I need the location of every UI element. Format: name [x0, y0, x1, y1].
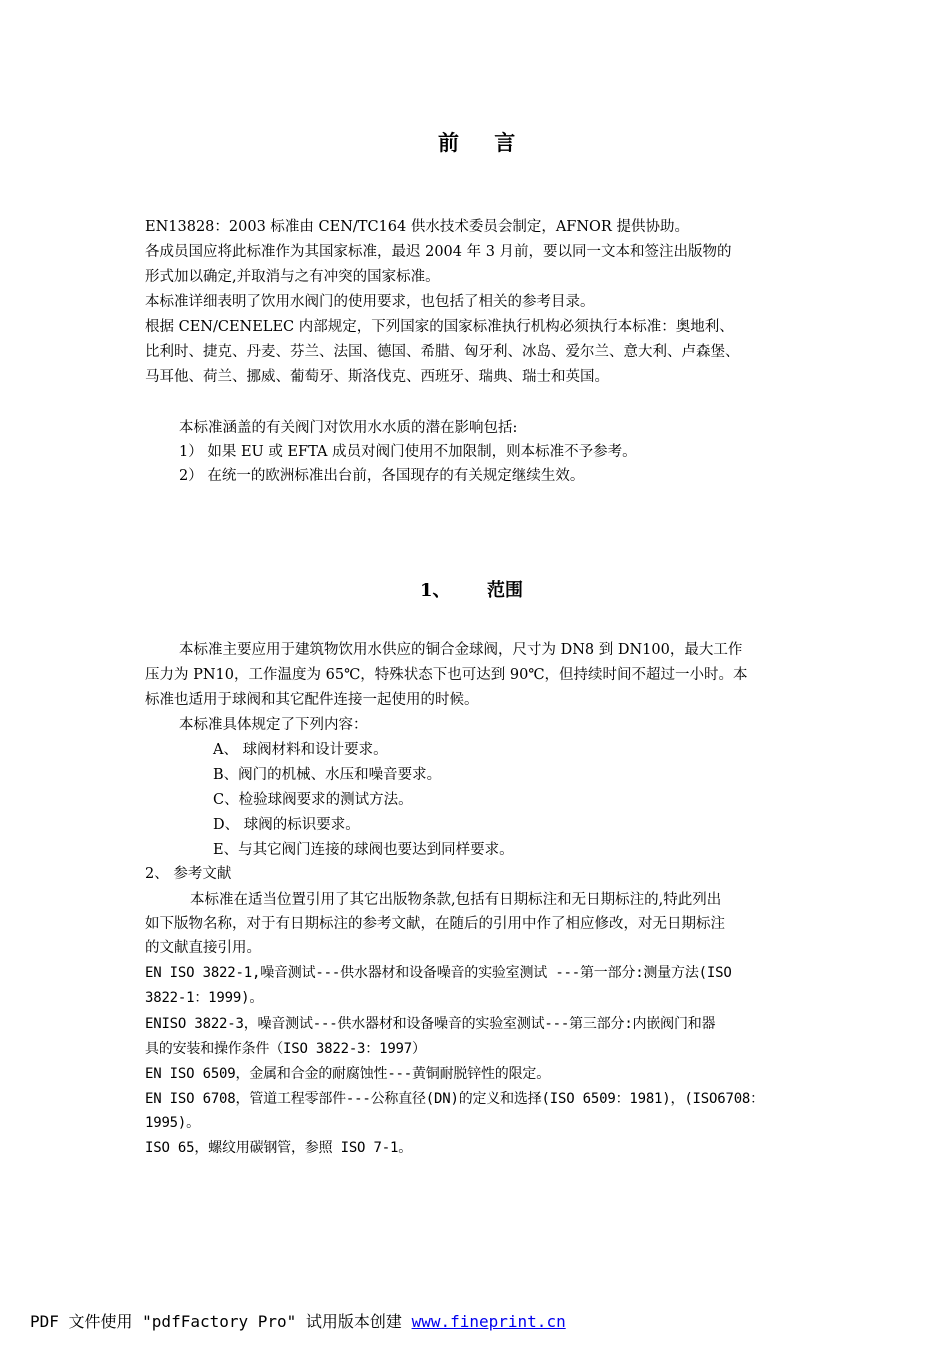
references-line: 本标准在适当位置引用了其它出版物条款,包括有日期标注和无日期标注的,特此列出 — [190, 892, 722, 908]
foreword-line: 形式加以确定,并取消与之有冲突的国家标准。 — [145, 269, 440, 285]
foreword-line: EN13828：2003 标准由 CEN/TC164 供水技术委员会制定，AFNOR 提供协助。 — [145, 219, 689, 235]
foreword-line: 比利时、捷克、丹麦、芬兰、法国、德国、希腊、匈牙利、冰岛、爱尔兰、意大利、卢森堡、 — [145, 344, 740, 360]
footer-link[interactable]: www.fineprint.cn — [411, 1312, 566, 1331]
foreword-line: 本标准详细表明了饮用水阀门的使用要求，也包括了相关的参考目录。 — [145, 294, 595, 310]
footer-text: PDF 文件使用 "pdfFactory Pro" 试用版本创建 — [30, 1312, 402, 1331]
scope-number: 1、 — [420, 580, 451, 601]
scope-list-item: A、 球阀材料和设计要求。 — [213, 742, 388, 758]
foreword-title: 前 言 — [438, 130, 530, 155]
reference-entry: ENISO 3822-3，噪音测试---供水器材和设备噪音的实验室测试---第三部分:内嵌阀门和器 — [145, 1016, 716, 1032]
reference-entry: 3822-1：1999)。 — [145, 990, 264, 1006]
scope-line: 本标准主要应用于建筑物饮用水供应的铜合金球阀，尺寸为 DN8 到 DN100，最大工作 — [179, 642, 743, 658]
scope-list-item: D、 球阀的标识要求。 — [213, 817, 360, 833]
scope-line: 压力为 PN10，工作温度为 65℃，特殊状态下也可达到 90℃，但持续时间不超过一小时。本 — [145, 667, 748, 683]
reference-entry: 1995)。 — [145, 1115, 200, 1131]
foreword-line: 各成员国应将此标准作为其国家标准，最迟 2004 年 3 月前，要以同一文本和签注出版物的 — [145, 244, 732, 260]
reference-entry: EN ISO 3822-1,噪音测试---供水器材和设备噪音的实验室测试 ---第一部分:测量方法(ISO — [145, 965, 732, 981]
scope-list-item: E、与其它阀门连接的球阀也要达到同样要求。 — [213, 842, 514, 858]
reference-entry: EN ISO 6509，金属和合金的耐腐蚀性---黄铜耐脱锌性的限定。 — [145, 1066, 551, 1082]
scope-heading: 范围 — [487, 580, 523, 601]
references-line: 如下版物名称，对于有日期标注的参考文献，在随后的引用中作了相应修改，对无日期标注 — [145, 916, 725, 932]
scope-line: 标准也适用于球阀和其它配件连接一起使用的时候。 — [145, 692, 479, 708]
references-line: 的文献直接引用。 — [145, 940, 261, 956]
foreword-line: 根据 CEN/CENELEC 内部规定，下列国家的国家标准执行机构必须执行本标准：奥地利、 — [145, 319, 734, 335]
scope-list-item: C、检验球阀要求的测试方法。 — [213, 792, 413, 808]
references-heading: 2、 参考文献 — [145, 866, 232, 882]
footer-watermark — [30, 1309, 566, 1332]
influence-item: 1） 如果 EU 或 EFTA 成员对阀门使用不加限制，则本标准不予参考。 — [179, 444, 637, 460]
reference-entry: 具的安装和操作条件（ISO 3822-3：1997） — [145, 1041, 426, 1057]
influence-item: 2） 在统一的欧洲标准出台前，各国现存的有关规定继续生效。 — [179, 468, 585, 484]
scope-list-item: B、阀门的机械、水压和噪音要求。 — [213, 767, 442, 783]
influence-intro: 本标准涵盖的有关阀门对饮用水水质的潜在影响包括: — [179, 420, 518, 436]
foreword-line: 马耳他、荷兰、挪威、葡萄牙、斯洛伐克、西班牙、瑞典、瑞士和英国。 — [145, 369, 609, 385]
scope-list-intro: 本标准具体规定了下列内容： — [179, 717, 368, 733]
reference-entry: EN ISO 6708，管道工程零部件---公称直径(DN)的定义和选择(ISO 6509：1981)，(ISO6708： — [145, 1091, 764, 1107]
reference-entry: ISO 65，螺纹用碳钢管，参照 ISO 7-1。 — [145, 1140, 413, 1156]
